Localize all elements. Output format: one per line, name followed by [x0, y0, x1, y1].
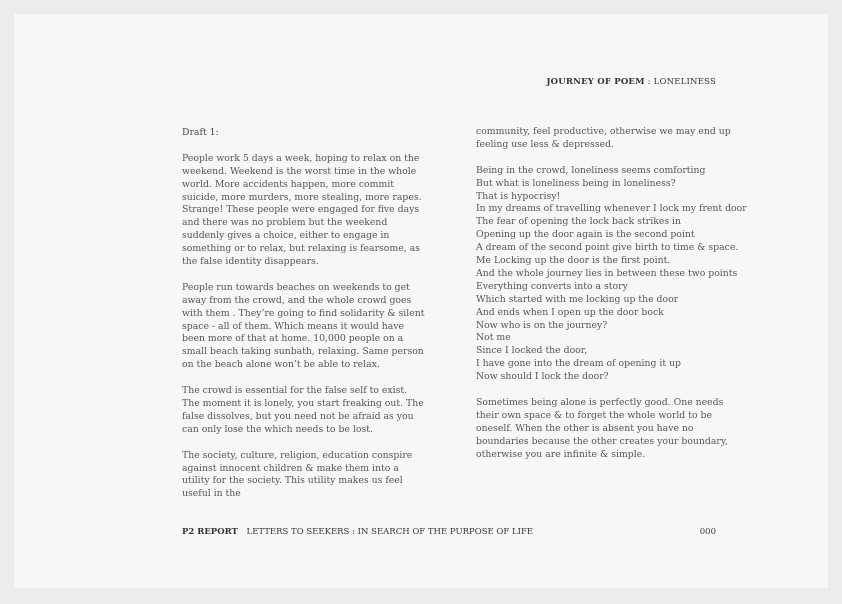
poem-line: In my dreams of travelling whenever I lock my frent door — [476, 203, 747, 215]
poem-line: Since I locked the door, — [476, 345, 588, 357]
header-title-rest: LONELINESS — [653, 77, 716, 87]
left-column — [182, 127, 426, 514]
paragraph: People work 5 days a week, hoping to relax on the weekend. Weekend is the worst time in the whole world. More accidents happen, more commit suicide, more murders, more stealing, more rapes. Strange! These people were engaged for five days and there was no problem but the weekend suddenly gives a choice, either to engage in something or to relax, but relaxing is fearsome, as the false identity disappears. — [182, 152, 422, 268]
continuation-paragraph: community, feel productive, otherwise we may end up feeling use less & depressed. — [476, 126, 731, 150]
book-title: LETTERS TO SEEKERS : IN SEARCH OF THE PURPOSE OF LIFE — [246, 527, 534, 537]
paragraph: People run towards beaches on weekends to get away from the crowd, and the whole crowd goes with them . They’re going to find solidarity & silent space - all of them. Which means it would have been more of that at home. 10,000 people on a small beach taking sunbath, relaxing. Same person on the beach alone won’t be able to relax. — [182, 281, 425, 371]
poem-line: Everything converts into a story — [476, 280, 628, 292]
poem-line: I have gone into the dream of opening it up — [476, 358, 682, 370]
poem-line: And the whole journey lies in between these two points — [476, 267, 738, 279]
page-number: 000 — [699, 527, 716, 537]
poem-line: And ends when I open up the door bock — [476, 306, 664, 318]
report-label: P2 REPORT — [182, 527, 238, 537]
draft-heading: Draft 1: — [182, 127, 219, 138]
poem-line: Now should I lock the door? — [476, 371, 609, 383]
page-footer — [182, 527, 716, 537]
poem-line: But what is loneliness being in loneliness? — [476, 177, 676, 189]
closing-paragraph: Sometimes being alone is perfectly good. One needs their own space & to forget the whole world to be oneself. When the other is absent you have no boundaries because the other creates your boundary, otherwise you are infinite & simple. — [476, 397, 728, 460]
paragraph: The crowd is essential for the false self to exist. The moment it is lonely, you start freaking out. The false dissolves, but you need not be afraid as you can only lose the which needs to be lost. — [182, 385, 424, 435]
poem-line: Opening up the door again is the second point — [476, 229, 695, 241]
header-separator: : — [644, 77, 654, 87]
poem-line: Which started with me locking up the door — [476, 293, 679, 305]
poem-line: A dream of the second point give birth to time & space. — [476, 242, 739, 254]
poem-line: Being in the crowd, loneliness seems comforting — [476, 164, 706, 176]
poem-line: That is hypocrisy! — [476, 190, 561, 202]
paragraph: The society, culture, religion, education conspire against innocent children & make them into a utility for the society. This utility makes us feel useful in the — [182, 449, 413, 500]
poem-line: Me Locking up the door is the first point. — [476, 255, 671, 267]
poem — [476, 164, 747, 384]
running-header — [546, 77, 716, 87]
poem-line: Not me — [476, 332, 511, 344]
poem-line: Now who is on the journey? — [476, 319, 608, 331]
poem-line: The fear of opening the lock back strikes in — [476, 216, 682, 228]
document-page — [14, 14, 828, 588]
right-column — [476, 126, 747, 474]
header-title-bold: JOURNEY OF POEM — [546, 77, 645, 87]
